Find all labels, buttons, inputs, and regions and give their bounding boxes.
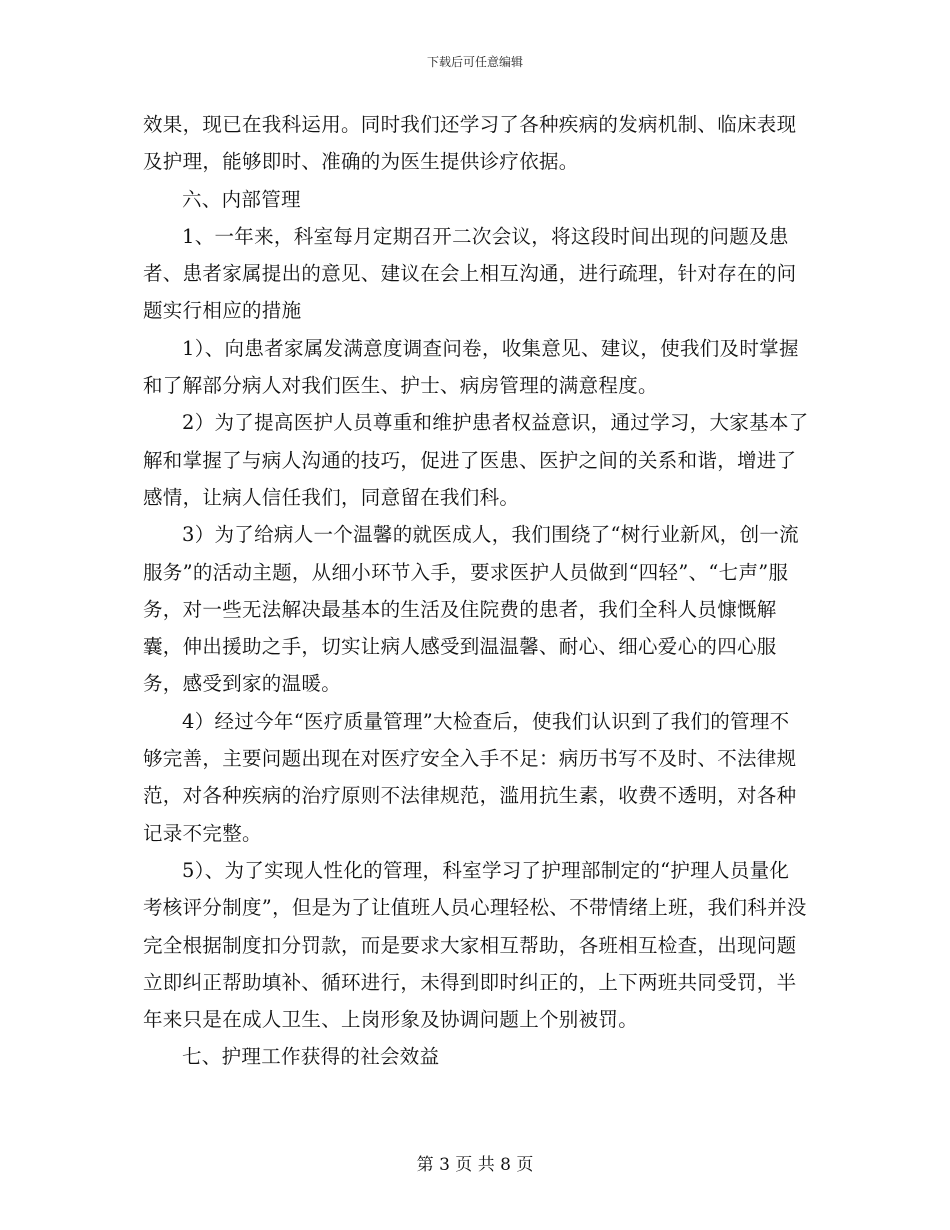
document-body: [143, 106, 809, 1076]
section-heading: 七、护理工作获得的社会效益: [182, 1045, 440, 1069]
paragraph: 5）、为了实现人性化的管理，科室学习了护理部制定的“护理人员量化考核评分制度”，但是为了让值班人员心理轻松、不带情绪上班，我们科并没完全根据制度扣分罚款，而是要求大家相互帮助，各班相互检查，出现问题立即纠正帮助填补、循环进行，未得到即时纠正的，上下两班共同受罚，半年来只是在成人卫生、上岗形象及协调问题上个别被罚。: [143, 858, 807, 1032]
paragraph: 3）为了给病人一个温馨的就医成人，我们围绕了“树行业新风，创一流服务”的活动主题，从细小环节入手，要求医护人员做到“四轻”、“七声”服务，对一些无法解决最基本的生活及住院费的患者，我们全科人员慷慨解囊，伸出援助之手，切实让病人感受到温温馨、耐心、细心爱心的四心服务，感受到家的温暖。: [143, 523, 799, 696]
paragraph: 4）经过今年“医疗质量管理”大检查后，使我们认识到了我们的管理不够完善，主要问题出现在对医疗安全入手不足：病历书写不及时、不法律规范，对各种疾病的治疗原则不法律规范，滥用抗生素，收费不透明，对各种记录不完整。: [143, 709, 797, 845]
section-heading: 六、内部管理: [182, 187, 301, 211]
paragraph: 1）、向患者家属发满意度调查问卷，收集意见、建议，使我们及时掌握和了解部分病人对我们医生、护士、病房管理的满意程度。: [143, 336, 799, 398]
page-number-footer: 第 3 页 共 8 页: [416, 1155, 534, 1175]
page-header: 下载后可任意编辑: [426, 55, 523, 69]
paragraph: 效果，现已在我科运用。同时我们还学习了各种疾病的发病机制、临床表现及护理，能够即时、准确的为医生提供诊疗依据。: [143, 113, 797, 174]
paragraph: 1、一年来，科室每月定期召开二次会议，将这段时间出现的问题及患者、患者家属提出的意见、建议在会上相互沟通，进行疏理，针对存在的问题实行相应的措施: [143, 224, 797, 323]
paragraph: 2）为了提高医护人员尊重和维护患者权益意识，通过学习，大家基本了解和掌握了与病人沟通的技巧，促进了医患、医护之间的关系和谐，增进了感情，让病人信任我们，同意留在我们科。: [143, 411, 809, 509]
